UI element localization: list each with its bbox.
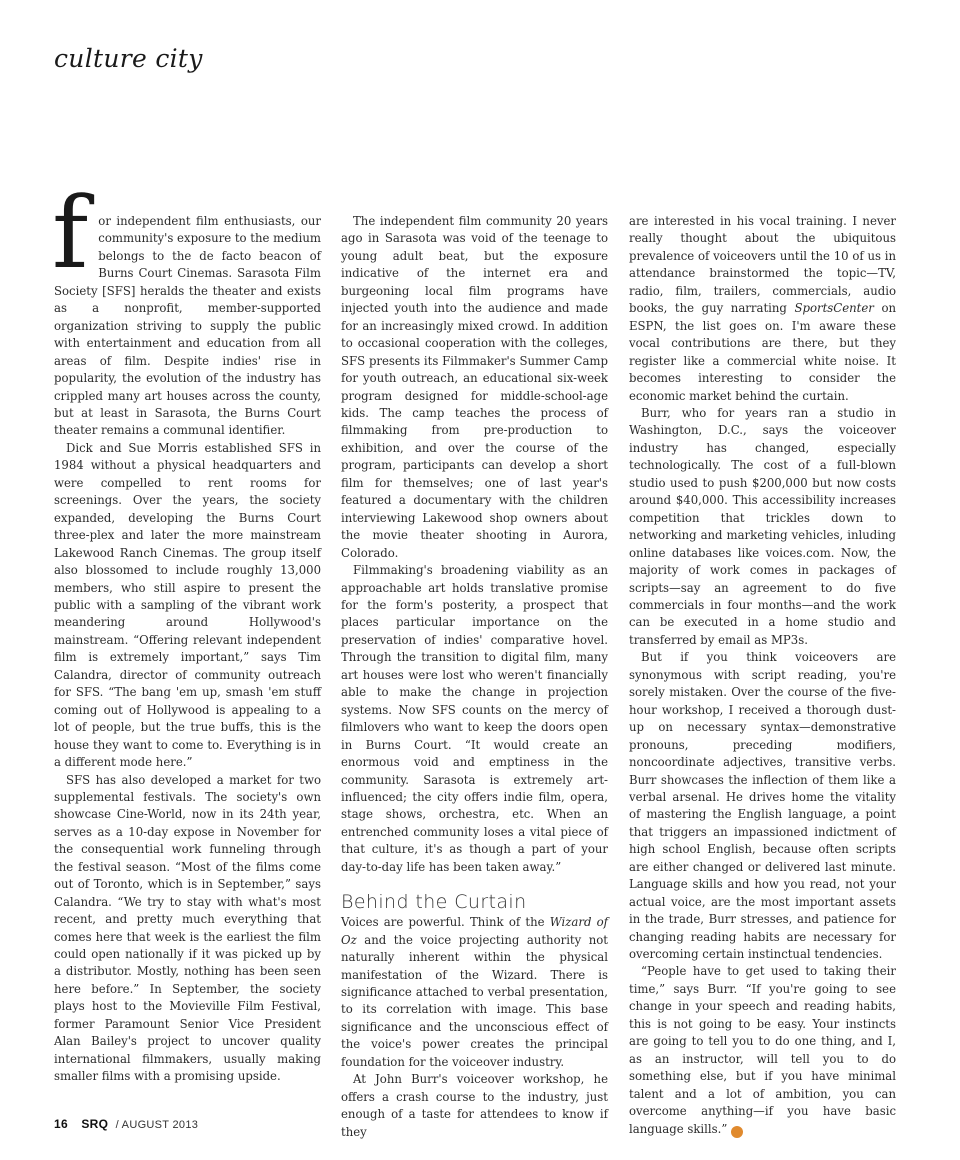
- italic-title: SportsCenter: [794, 301, 874, 316]
- article-column-1: [52, 177, 321, 1086]
- paragraph: Filmmaking's broadening viability as an approachable art holds translative promise for the form's posterity, a prospect that places particular importance on the preservation of indies' comparative hovel. Through the transition to digital film, many art houses were lost who weren't financially able to make the change in projection systems. Now SFS counts on the mercy of filmlovers who want to keep the doors open in Burns Court. “It would create an enormous void and emptiness in the community. Sarasota is extremely art-influenced; the city offers indie film, opera, stage shows, orchestra, etc. When an entrenched community loses a vital piece of that culture, it's as though a part of your day-to-day life has been taken away.”: [341, 563, 608, 874]
- end-mark-icon: S: [731, 1126, 743, 1138]
- paragraph: [629, 213, 896, 405]
- paragraph: At John Burr's voiceover workshop, he offers a crash course to the industry, just enough of a taste for attendees to know if they: [341, 1072, 608, 1139]
- paragraph: [341, 914, 608, 1071]
- section-title: culture city: [54, 44, 203, 73]
- text-run: on ESPN, the list goes on. I'm aware these vocal contributions are there, but they register like a commercial white noise. It becomes interesting to consider the economic market behind the curtain.: [629, 301, 897, 403]
- issue-date: / AUGUST 2013: [115, 1119, 199, 1131]
- paragraph: The independent film community 20 years ago in Sarasota was void of the teenage to young adult beat, but the exposure indicative of the internet era and burgeoning local film programs have injected youth into the audience and made for an increasingly mixed crowd. In addition to occasional cooperation with the colleges, SFS presents its Filmmaker's Summer Camp for youth outreach, an educational six-week program designed for middle-school-age kids. The camp teaches the process of filmmaking from pre-production to exhibition, and over the course of the program, participants can develop a short film for themselves; one of last year's featured a documentary with the children interviewing Lakewood shop owners about the movie theater shooting in Aurora, Colorado.: [341, 214, 608, 560]
- paragraph: [629, 963, 896, 1138]
- paragraph: Burr, who for years ran a studio in Washington, D.C., says the voiceover industry has changed, especially technologically. The cost of a full-blown studio used to push $200,000 but now costs around $40,000. This accessibility increases competition that trickles down to networking and marketing vehicles, inluding online databases like voices.com. Now, the majority of work comes in packages of scripts—say an agreement to do five commercials in four months—and the work can be executed in a home studio and transferred by email as MP3s.: [629, 405, 896, 647]
- text-run: are interested in his vocal training. I never really thought about the ubiquitous prevalence of voiceovers until the 10 of us in attendance brainstormed the topic—TV, radio, film, trailers, commercials, audio books, the guy narrating: [629, 214, 896, 316]
- page-number: 16: [54, 1117, 68, 1131]
- paragraph: Dick and Sue Morris established SFS in 1984 without a physical headquarters and were compelled to rent rooms for screenings. Over the years, the society expanded, developing the Burns Court three-plex and later the more mainstream Lakewood Ranch Cinemas. The group itself also blossomed to include roughly 13,000 members, who still aspire to present the public with a sampling of the vibrant work meandering around Hollywood's mainstream. “Offering relevant independent film is extremely important,” says Tim Calandra, director of community outreach for SFS. “The bang 'em up, smash 'em stuff coming out of Hollywood is appealing to a lot of people, but the true buffs, this is the house they want to come to. Everything is in a different mode here.”: [54, 440, 321, 770]
- drop-cap: f: [52, 177, 89, 291]
- text-run: Voices are powerful. Think of the: [341, 915, 550, 930]
- italic-title: Wizard of Oz: [341, 915, 608, 947]
- paragraph: But if you think voiceovers are synonymous with script reading, you're sorely mistaken. Over the course of the five-hour workshop, I received a thorough dust-up on necessary syntax—demonstrative pronouns, preceding modifiers, noncoordinate adjectives, transitive verbs. Burr showcases the inflection of them like a verbal arsenal. He drives home the vitality of mastering the English language, a point that triggers an impassioned indictment of high school English, because often scripts are either changed or delivered last minute. Language skills and how you read, not your actual voice, are the most important assets in the trade, Burr stresses, and patience for changing reading habits are necessary for overcoming certain instinctual tendencies.: [629, 650, 896, 962]
- article-column-2: [341, 213, 608, 1141]
- magazine-name: SRQ: [81, 1117, 109, 1131]
- paragraph: SFS has also developed a market for two supplemental festivals. The society's own showcase Cine-World, now in its 24th year, serves as a 10-day expose in November for the consequential work funneling through the festival season. “Most of the films come out of Toronto, which is in September,” says Calandra. “We try to stay with what's most recent, and pretty much everything that comes here that week is the earliest the film could open nationally if it was picked up by a distributor. Mostly, nothing has been seen here before.” In September, the society plays host to the Movieville Film Festival, former Paramount Senior Vice President Alan Bailey's project to uncover quality international filmmakers, usually making smaller films with a promising upside.: [54, 772, 321, 1084]
- article-column-3: [629, 213, 896, 1138]
- text-run: and the voice projecting authority not naturally inherent within the physical manifestation of the Wizard. There is significance attached to verbal presentation, to its correlation with image. This base significance and the unconscious effect of the voice's power creates the principal foundation for the voiceover industry.: [341, 932, 608, 1069]
- paragraph: or independent film enthusiasts, our community's exposure to the medium belongs to the de facto beacon of Burns Court Cinemas. Sarasota Film Society [SFS] heralds the theater and exists as a nonprofit, member-supported organization striving to supply the public with entertainment and education from all areas of film. Despite indies' rise in popularity, the evolution of the industry has crippled many art houses across the county, but at least in Sarasota, the Burns Court theater remains a communal identifier.: [54, 214, 321, 438]
- page-footer: [54, 1117, 198, 1131]
- subheading: Behind the Curtain: [341, 891, 527, 914]
- text-run: “People have to get used to taking their time,” says Burr. “If you're going to see change in your speech and reading habits, this is not going to be easy. Your instincts are going to tell you to do one thing, and I, as an instructor, will tell you to do something else, but if you have minimal talent and a lot of ambition, you can overcome anything—if you have basic language skills.”: [629, 964, 896, 1136]
